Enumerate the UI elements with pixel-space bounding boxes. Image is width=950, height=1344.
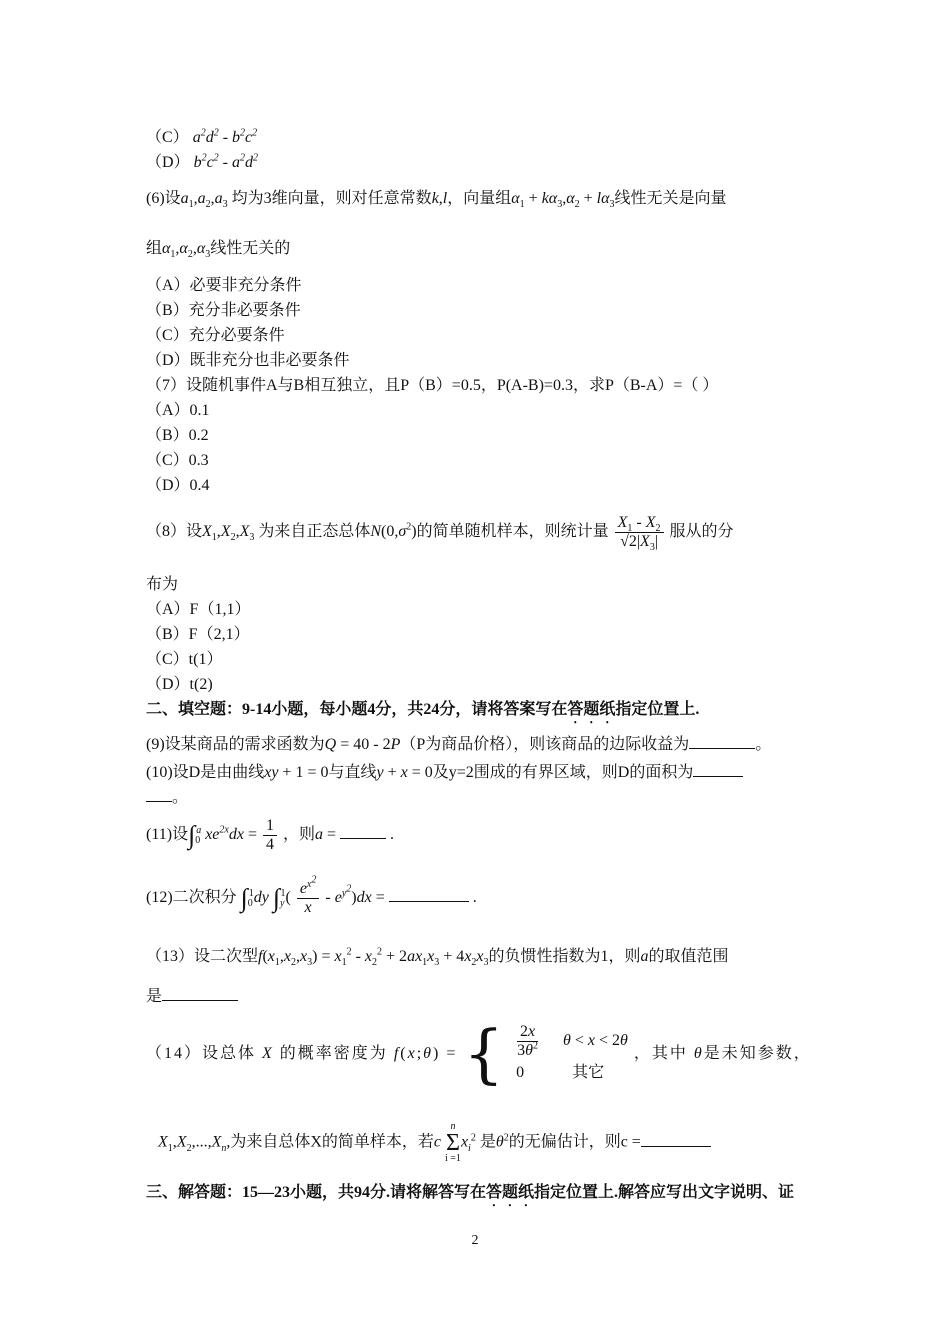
q14-sigma-symbol: n Σ i =1 <box>445 1121 461 1164</box>
q5-option-c: （C） $a^2d^2 - b^2c^2$ <box>146 127 258 146</box>
q6-stem: (6)设$a_1,a_2,a_3$ 均为3维向量，则对任意常数k,l，向量组$\alpha_1 + k\alpha_3,\alpha_2 + l\alpha_3$线性无关是向量 <box>146 190 727 211</box>
q14-stem-line2: $X_1,X_2,...,X_n$,为来自总体X的简单样本，若c n Σ i =1 $x_i^2$ 是$\theta^2$的无偏估计，则c = <box>158 1122 711 1164</box>
q9-stem: (9)设某商品的需求函数为Q = 40 - 2P（P为商品价格），则该商品的边际收益为 。 <box>146 736 772 753</box>
q6-option-a: （A）必要非充分条件 <box>146 277 302 294</box>
q8-statistic-fraction: $\frac{X_1 - X_2}{√2|X_3|}$ <box>615 514 664 551</box>
q12-stem: (12)二次积分 $\int_0^1dy$ $\int_y^1$( $\frac{e^{x^2}}{x}$ - $e^{y^2})dx$ = . <box>146 874 477 916</box>
q6-option-b: （B）充分非必要条件 <box>146 302 301 319</box>
q11-stem: (11)设$\int_0^a$ $xe^{2x}dx$ = $\frac{1}{4}$ ，则a = . <box>146 816 395 853</box>
section2-heading: 二、填空题：9-14小题，每小题4分，共24分，请将答案写在答题纸指定位置上. <box>146 701 700 718</box>
q6-option-d: （D）既非充分也非必要条件 <box>146 352 350 369</box>
section3-heading: 三、解答题：15—23小题，共94分.请将解答写在答题纸指定位置上.解答应写出文字说明、证 <box>146 1184 795 1201</box>
q8-option-a: （A）F（1,1） <box>146 601 251 618</box>
q8-option-c: （C）t(1） <box>146 651 223 668</box>
q7-option-c: （C）0.3 <box>146 452 209 469</box>
q8-option-d: （D）t(2) <box>146 676 213 693</box>
q5-option-d: （D） $b^2c^2 - a^2d^2$ <box>146 152 258 171</box>
q8-stem: （8）设$X_1,X_2,X_3$ 为来自正态总体$N(0,\sigma^2)$的简单随机样本，则统计量 $\frac{X_1 - X_2}{√2|X_3|}$ 服从的分 <box>146 513 734 554</box>
q13-stem: （13）设二次型$f(x_1,x_2,x_3) = x_1^2 - x_2^2 + 2ax_1x_3 + 4x_2x_3$的负惯性指数为1，则a的取值范围 <box>146 946 729 969</box>
q7-option-a: （A）0.1 <box>146 402 210 419</box>
q6-option-c: （C）充分必要条件 <box>146 327 285 344</box>
q6-stem-line2: 组$\alpha_1,\alpha_2,\alpha_3$线性无关的 <box>146 240 291 261</box>
q8-option-b: （B）F（2,1） <box>146 626 250 643</box>
q14-stem: （14）设总体 X 的概率密度为 f(x;θ) = { $\frac{2x}{3\theta^2}$ θ < x < 2θ 0 其它 ，其中 θ是未知参数， <box>146 1017 812 1092</box>
page-number: 2 <box>471 1233 479 1248</box>
q8-stem-line2: 布为 <box>146 576 179 593</box>
q7-stem: （7）设随机事件A与B相互独立，且P（B）=0.5，P(A-B)=0.3，求P（B-A）=（ ） <box>146 377 719 394</box>
q13-stem-line2: 是 <box>146 986 238 1007</box>
q10-stem-line2: 。 <box>146 787 188 808</box>
q10-stem: (10)设D是由曲线xy + 1 = 0与直线y + x = 0及y=2围成的有界区域，则D的面积为 <box>146 762 743 783</box>
q7-option-b: （B）0.2 <box>146 427 209 444</box>
q7-option-d: （D）0.4 <box>146 477 210 494</box>
